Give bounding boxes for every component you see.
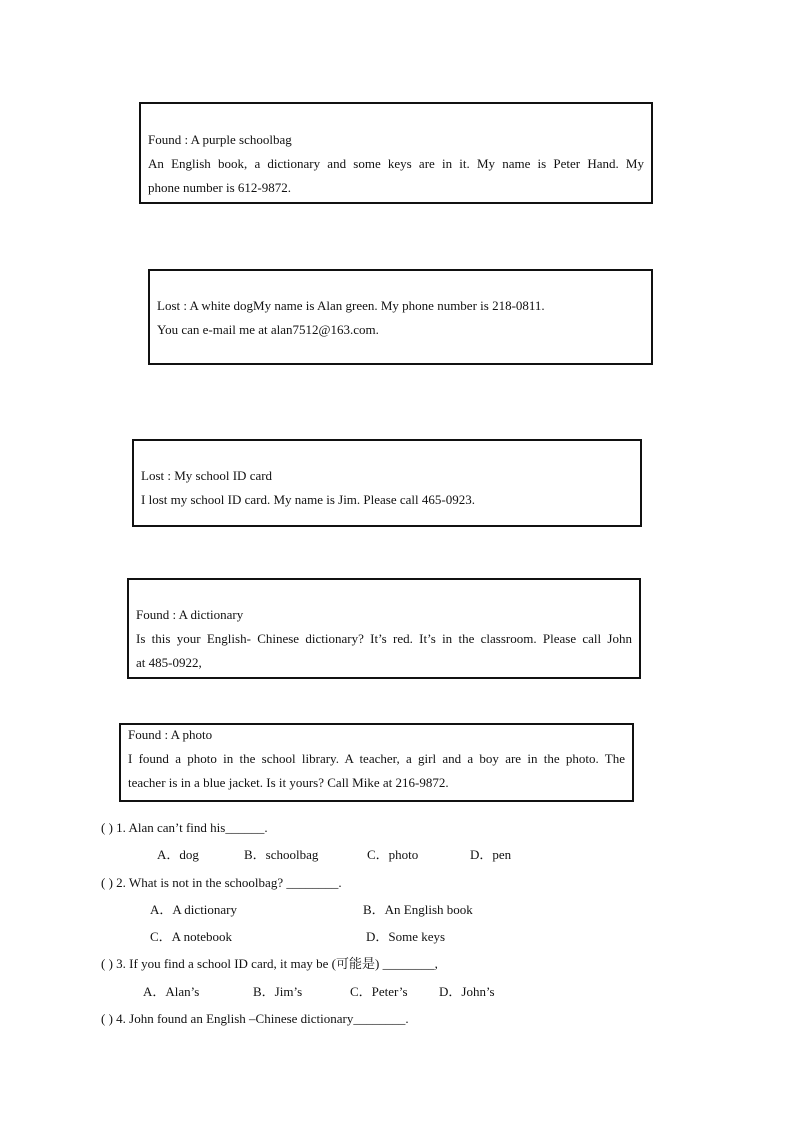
notice-title: Found : A purple schoolbag [148, 132, 292, 147]
question-2-option-a[interactable]: A．A dictionary [150, 902, 238, 917]
question-3-option-a[interactable]: A．Alan’s [143, 984, 200, 999]
notice-lost-id-card [132, 439, 642, 527]
question-3-stem: ( ) 3. If you find a school ID card, it may be (可能是) ________, [101, 956, 438, 971]
notice-body-line: An English book, a dictionary and some keys are in it. My name is Peter Hand. My [148, 156, 644, 171]
question-1-option-b[interactable]: B．schoolbag [244, 847, 319, 862]
notice-lost-dog [148, 269, 653, 365]
notice-title: Found : A dictionary [136, 607, 244, 622]
notice-body-line: You can e-mail me at alan7512@163.com. [157, 322, 379, 337]
question-1-option-c[interactable]: C．photo [367, 847, 419, 862]
notice-found-schoolbag [139, 102, 653, 204]
notice-title: Found : A photo [128, 727, 213, 742]
notice-body-line: Is this your English- Chinese dictionary? It’s red. It’s in the classroom. Please call John [136, 631, 632, 646]
notice-body-line: I lost my school ID card. My name is Jim. Please call 465-0923. [141, 492, 475, 507]
question-2-stem: ( ) 2. What is not in the schoolbag? ________. [101, 875, 342, 890]
question-3-option-c[interactable]: C．Peter’s [350, 984, 408, 999]
notice-body-line: at 485-0922, [136, 655, 202, 670]
notice-title: Lost : My school ID card [141, 468, 273, 483]
notice-body-line: teacher is in a blue jacket. Is it yours? Call Mike at 216-9872. [128, 775, 449, 790]
question-1-stem: ( ) 1. Alan can’t find his______. [101, 820, 268, 835]
notice-body-line: phone number is 612-9872. [148, 180, 291, 195]
question-2-option-d[interactable]: D．Some keys [366, 929, 446, 944]
question-3-option-d[interactable]: D．John’s [439, 984, 495, 999]
question-2-option-b[interactable]: B．An English book [363, 902, 473, 917]
notice-found-dictionary [127, 578, 641, 679]
question-1-option-d[interactable]: D．pen [470, 847, 512, 862]
question-2-option-c[interactable]: C．A notebook [150, 929, 232, 944]
notice-body-line: Lost : A white dogMy name is Alan green. My phone number is 218-0811. [157, 298, 545, 313]
question-4-stem: ( ) 4. John found an English –Chinese dictionary________. [101, 1011, 409, 1026]
notice-found-photo [119, 723, 634, 802]
question-3-option-b[interactable]: B．Jim’s [253, 984, 303, 999]
notice-body-line: I found a photo in the school library. A teacher, a girl and a boy are in the photo. The [128, 751, 625, 766]
question-1-option-a[interactable]: A．dog [157, 847, 199, 862]
